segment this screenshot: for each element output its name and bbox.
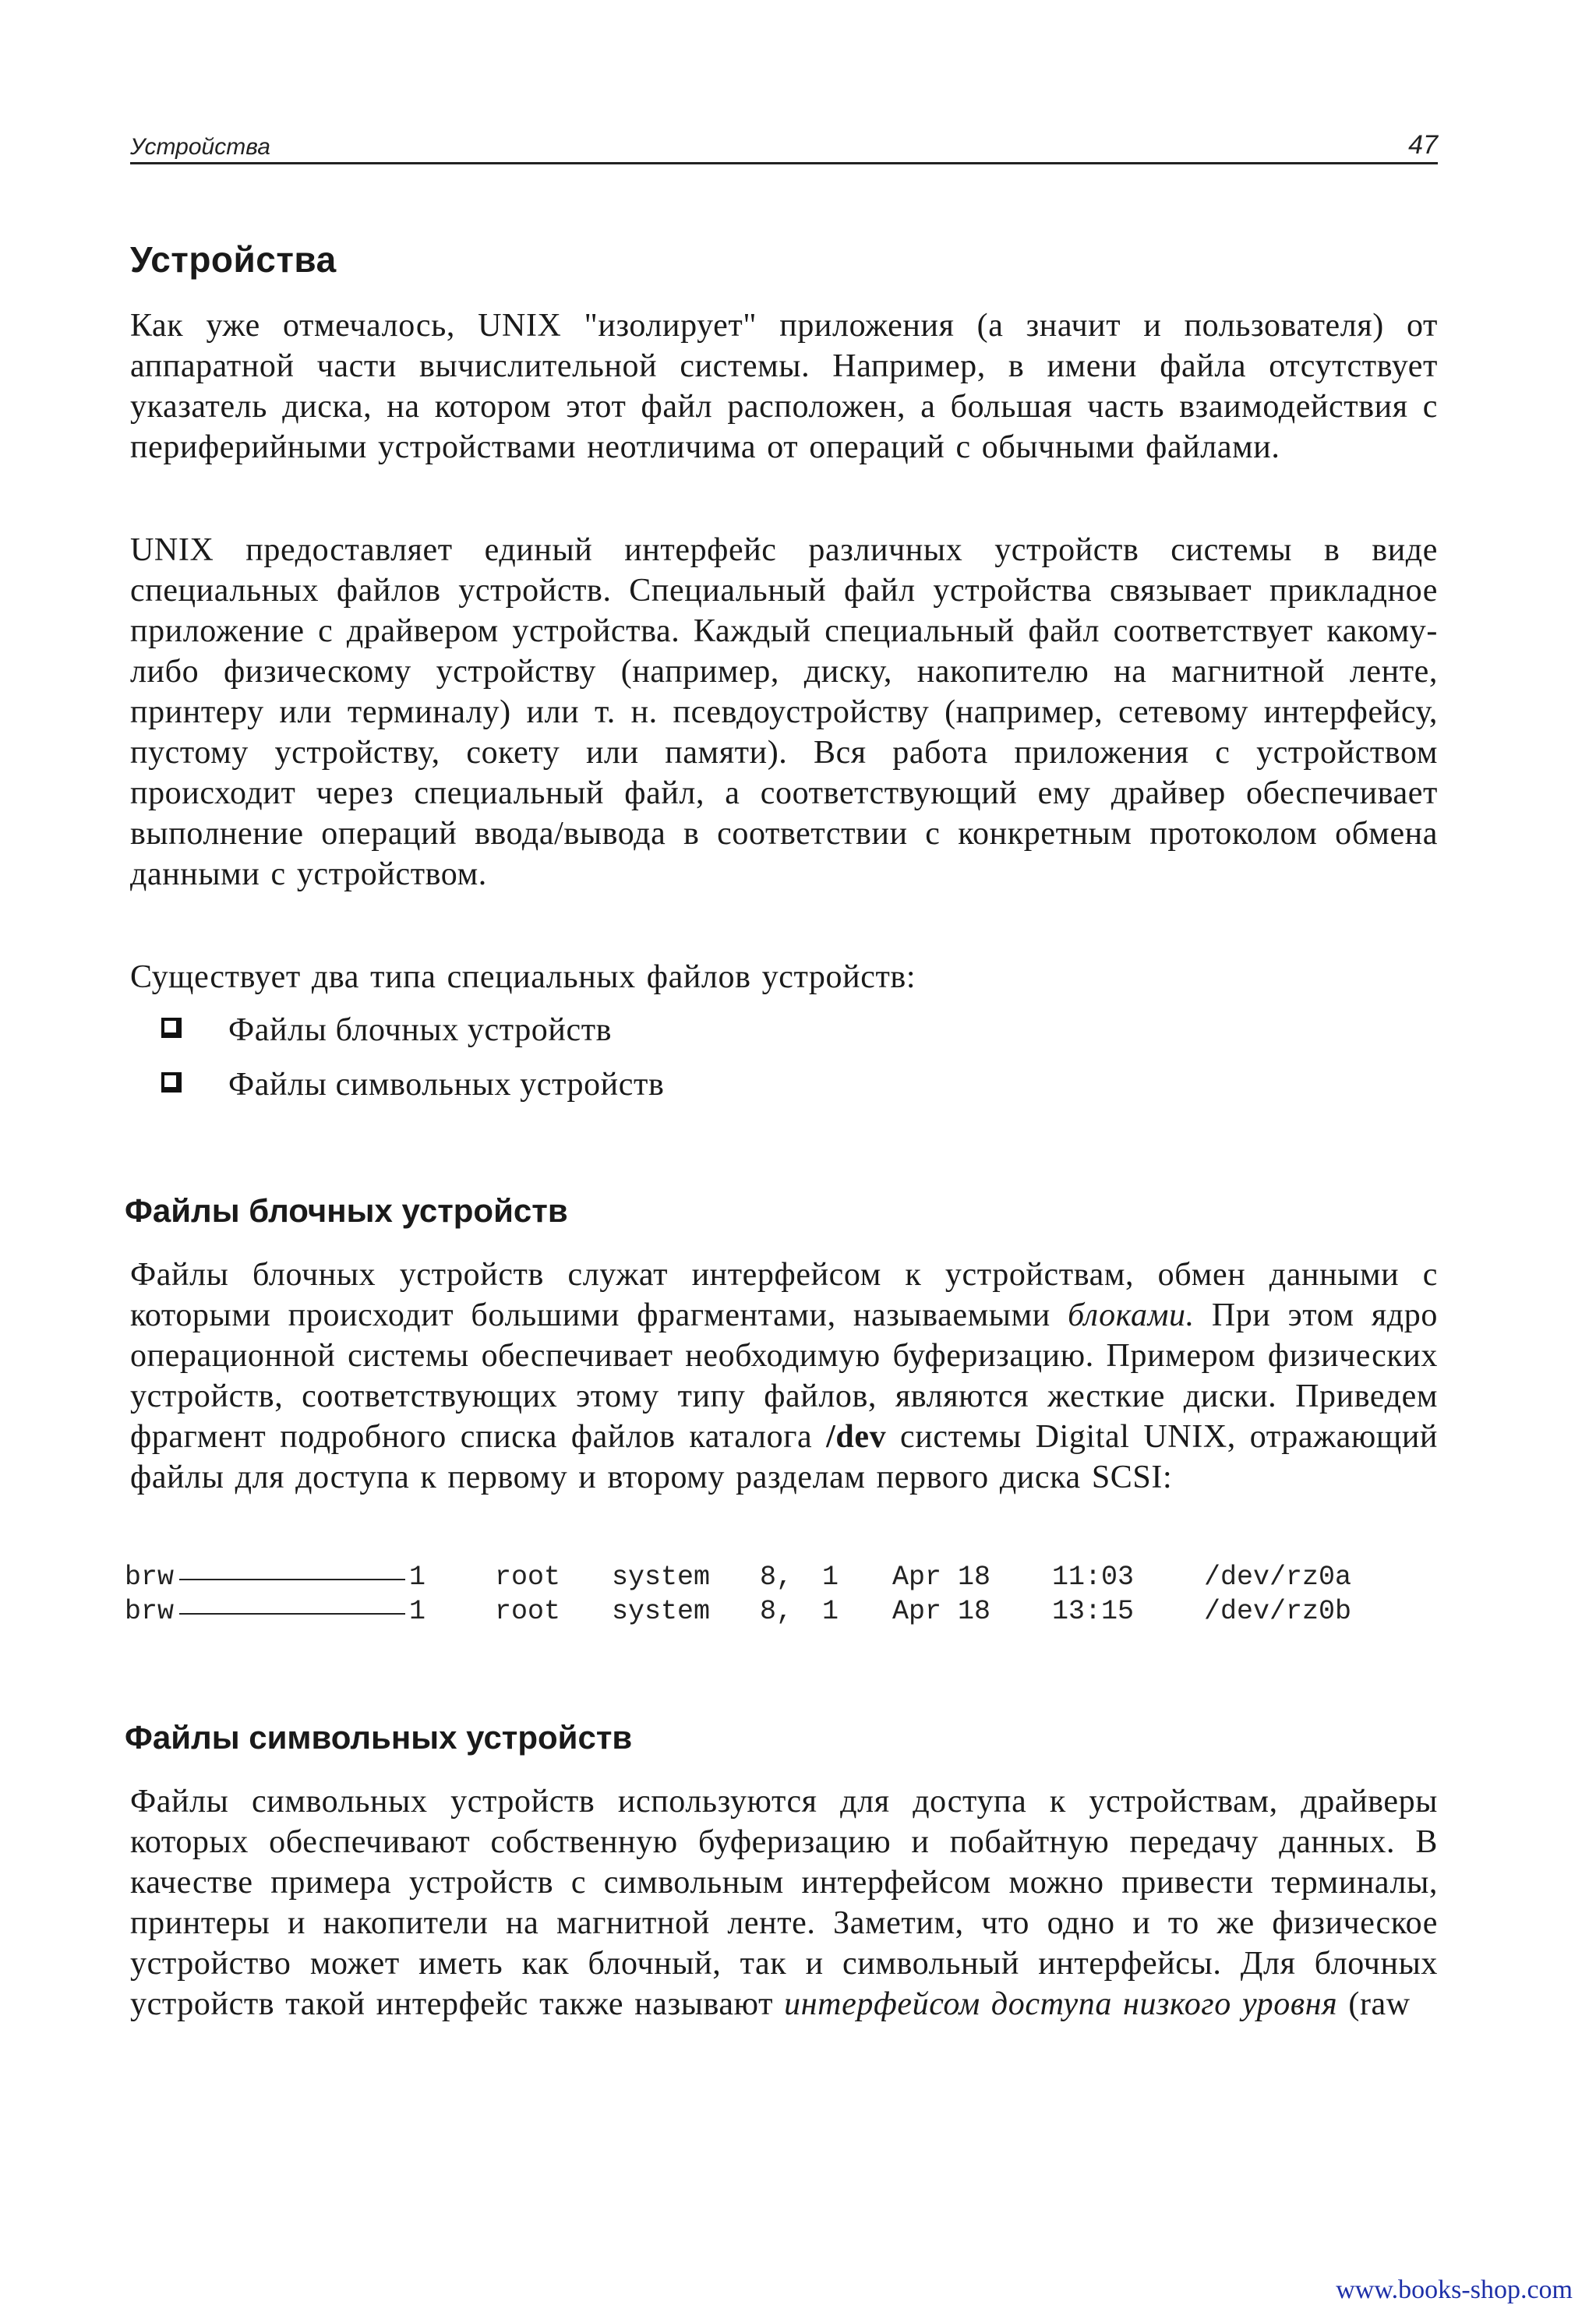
block-devices-heading: Файлы блочных устройств [125,1192,568,1229]
listing-permissions: brw [125,1596,175,1627]
running-title: Устройства [130,134,270,160]
listing-owner: root [495,1562,561,1593]
listing-major: 8, [760,1596,793,1627]
checkbox-bullet-icon [161,1018,182,1038]
listing-time: 11:03 [1052,1562,1135,1593]
listing-major: 8, [760,1562,793,1593]
listing-permissions: brw [125,1562,175,1593]
char-devices-paragraph: Файлы символьных устройств используются для доступа к устройствам, драйверы которых обеспечивают собственную буферизацию и побайтную передачу данных. В качестве примера устройств с символьным интерфейсом можно привести терминалы, принтеры и накопители на магнитной ленте. Заметим, что одно и то же физическое устройство может иметь как блочный, так и символьный интерфейсы. Для блочных устройств такой интерфейс также называют интерфейсом доступа низкого уровня (raw [130,1784,1438,2022]
listing-minor: 1 [822,1596,839,1627]
listing-owner: root [495,1596,561,1627]
dev-listing [125,1560,1372,1629]
footer-url[interactable]: www.books-shop.com [1336,2275,1573,2304]
listing-path: /dev/rz0b [1204,1596,1352,1627]
listing-date: Apr 18 [892,1596,991,1627]
section-title: Устройства [130,239,337,280]
section-paragraph-3: Существует два типа специальных файлов устройств: [130,959,916,995]
block-devices-paragraph: Файлы блочных устройств служат интерфейсом к устройствам, обмен данными с которыми происходит большими фрагментами, называемыми блоками. При этом ядро операционной системы обеспечивает необходимую буферизацию. Примером физических устройств, соответствующих этому типу файлов, являются жесткие диски. Приведем фрагмент подробного списка файлов каталога /dev системы Digital UNIX, отражающий файлы для доступа к первому и второму разделам первого диска SCSI: [130,1257,1438,1495]
listing-rule [179,1579,405,1580]
section-paragraph-2: UNIX предоставляет единый интерфейс различных устройств системы в виде специальных файлов устройств. Специальный файл устройства связывает прикладное приложение с драйвером устройства. Каждый специальный файл соответствует какому-либо физическому устройству (например, диску, накопителю на магнитной ленте, принтеру или терминалу) или т. н. псевдоустройству (например, сетевому интерфейсу, пустому устройству, сокету или памяти). Вся работа приложения с устройством происходит через специальный файл, а соответствующий ему драйвер обеспечивает выполнение операций ввода/вывода в соответствии с конкретным протоколом обмена данными с устройством. [130,532,1438,892]
char-devices-heading: Файлы символьных устройств [125,1719,633,1756]
listing-date: Apr 18 [892,1562,991,1593]
list-item-text: Файлы символьных устройств [228,1067,665,1103]
listing-group: system [612,1562,711,1593]
page-number: 47 [1408,130,1438,160]
listing-path: /dev/rz0a [1204,1562,1352,1593]
running-header [130,125,1438,164]
checkbox-bullet-icon [161,1072,182,1092]
listing-minor: 1 [822,1562,839,1593]
section-paragraph-1: Как уже отмечалось, UNIX "изолирует" приложения (а значит и пользователя) от аппаратной части вычислительной системы. Например, в имени файла отсутствует указатель диска, на котором этот файл расположен, а большая часть взаимодействия с периферийными устройствами неотличима от операций с обычными файлами. [130,308,1438,465]
listing-links: 1 [409,1596,426,1627]
listing-row [125,1560,1372,1594]
listing-links: 1 [409,1562,426,1593]
listing-rule [179,1613,405,1615]
listing-group: system [612,1596,711,1627]
list-item-text: Файлы блочных устройств [228,1012,613,1048]
listing-time: 13:15 [1052,1596,1135,1627]
listing-row [125,1594,1372,1629]
